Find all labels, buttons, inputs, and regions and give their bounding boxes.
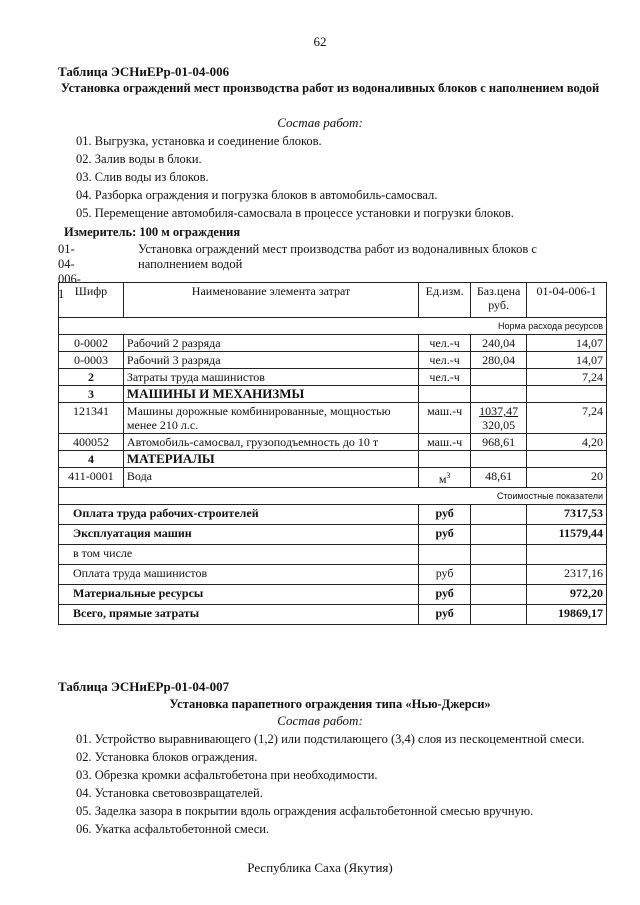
work-step: 05. Перемещение автомобиля-самосвала в процессе установки и погрузки блоков. xyxy=(76,206,514,220)
row-price: 240,04 xyxy=(471,335,527,352)
row-value: 14,07 xyxy=(527,352,607,369)
norm-code-text: Установка ограждений мест производства работ из водоналивных блоков с наполнением водой xyxy=(138,242,537,271)
header-price: Баз.цена руб. xyxy=(471,283,527,318)
summary-name: Эксплуатация машин xyxy=(59,525,419,545)
page-number: 62 xyxy=(313,34,327,49)
row-code: 400052 xyxy=(59,434,124,451)
norm-code: 01-04-006-1 xyxy=(58,242,81,301)
work-step: 04. Разборка ограждения и погрузка блоков в автомобиль-самосвал. xyxy=(76,188,438,202)
summary-name: Оплата труда машинистов xyxy=(59,565,419,585)
row-value: 14,07 xyxy=(527,335,607,352)
row-name: Рабочий 2 разряда xyxy=(123,335,418,352)
row-unit: маш.-ч xyxy=(419,434,471,451)
header-code: Шифр xyxy=(59,283,124,318)
header-name: Наименование элемента затрат xyxy=(123,283,418,318)
summary-unit: руб xyxy=(419,525,471,545)
table-heading: Установка ограждений мест производства работ из водоналивных блоков с наполнением водой xyxy=(60,81,600,95)
summary-value: 11579,44 xyxy=(527,525,607,545)
composition-label: Состав работ: xyxy=(277,115,363,130)
header-value: 01-04-006-1 xyxy=(527,283,607,318)
row-unit: маш.-ч xyxy=(419,403,471,434)
section-title: МАШИНЫ И МЕХАНИЗМЫ xyxy=(123,386,418,403)
row-price xyxy=(471,369,527,386)
table-row xyxy=(59,468,607,488)
section-row xyxy=(59,451,607,468)
summary-value: 2317,16 xyxy=(527,565,607,585)
summary-empty xyxy=(471,525,527,545)
cost-table xyxy=(58,282,607,625)
row-price-cell xyxy=(471,403,527,434)
summary-name: Оплата труда рабочих-строителей xyxy=(59,505,419,525)
row-value xyxy=(527,451,607,468)
cost-label: Стоимостные показатели xyxy=(59,488,607,505)
row-code: 121341 xyxy=(59,403,124,434)
measure-unit: Измеритель: 100 м ограждения xyxy=(64,225,241,239)
row-price: 968,61 xyxy=(471,434,527,451)
table-row xyxy=(59,369,607,386)
work-step: 02. Установка блоков ограждения. xyxy=(76,750,258,764)
section-title: МАТЕРИАЛЫ xyxy=(123,451,418,468)
row-price: 48,61 xyxy=(471,468,527,488)
work-step: 05. Заделка зазора в покрытии вдоль ограждения асфальтобетонной смесью вручную. xyxy=(76,804,534,818)
summary-empty xyxy=(471,585,527,605)
row-price: 280,04 xyxy=(471,352,527,369)
row-unit: чел.-ч xyxy=(419,335,471,352)
section-row xyxy=(59,386,607,403)
summary-row xyxy=(59,605,607,625)
summary-value: 7317,53 xyxy=(527,505,607,525)
row-price xyxy=(471,451,527,468)
row-price: 1037,47 xyxy=(479,404,519,418)
summary-unit xyxy=(419,545,471,565)
summary-empty xyxy=(471,545,527,565)
table-row xyxy=(59,403,607,434)
row-value: 7,24 xyxy=(527,403,607,434)
row-unit xyxy=(419,451,471,468)
summary-row xyxy=(59,585,607,605)
norm-label-row xyxy=(59,318,607,335)
row-name: Затраты труда машинистов xyxy=(123,369,418,386)
work-step: 03. Слив воды из блоков. xyxy=(76,170,209,184)
table-heading: Установка парапетного ограждения типа «Нью-Джерси» xyxy=(169,697,491,711)
row-price xyxy=(471,386,527,403)
row-code: 2 xyxy=(59,369,124,386)
work-step: 01. Выгрузка, установка и соединение блоков. xyxy=(76,134,322,148)
summary-row xyxy=(59,565,607,585)
summary-name: в том числе xyxy=(59,545,419,565)
row-unit-cell xyxy=(419,468,471,488)
header-row xyxy=(59,283,607,318)
summary-unit: руб xyxy=(419,585,471,605)
unit-superscript: 3 xyxy=(446,471,451,480)
table-row xyxy=(59,335,607,352)
work-step: 02. Залив воды в блоки. xyxy=(76,152,202,166)
table-title: Таблица ЭСНиЕРр-01-04-007 xyxy=(58,679,230,694)
row-name: Вода xyxy=(123,468,418,488)
summary-unit: руб xyxy=(419,605,471,625)
row-value: 4,20 xyxy=(527,434,607,451)
work-step: 04. Установка световозвращателей. xyxy=(76,786,263,800)
row-code: 0-0002 xyxy=(59,335,124,352)
summary-row xyxy=(59,505,607,525)
summary-empty xyxy=(471,505,527,525)
summary-name: Всего, прямые затраты xyxy=(59,605,419,625)
row-unit xyxy=(419,386,471,403)
summary-empty xyxy=(471,565,527,585)
work-step: 01. Устройство выравнивающего (1,2) или подстилающего (3,4) слоя из пескоцементной смеси. xyxy=(76,732,585,746)
table-title: Таблица ЭСНиЕРр-01-04-006 xyxy=(58,64,230,79)
summary-value: 19869,17 xyxy=(527,605,607,625)
summary-value xyxy=(527,545,607,565)
norm-label: Норма расхода ресурсов xyxy=(59,318,607,335)
page-footer: Республика Саха (Якутия) xyxy=(247,860,393,875)
table-row xyxy=(59,352,607,369)
row-name: Автомобиль-самосвал, грузоподъемность до 10 т xyxy=(123,434,418,451)
row-code: 3 xyxy=(59,386,124,403)
table-row xyxy=(59,434,607,451)
row-value: 20 xyxy=(527,468,607,488)
summary-unit: руб xyxy=(419,565,471,585)
row-value: 7,24 xyxy=(527,369,607,386)
work-step: 03. Обрезка кромки асфальтобетона при необходимости. xyxy=(76,768,378,782)
row-code: 411-0001 xyxy=(59,468,124,488)
summary-name: Материальные ресурсы xyxy=(59,585,419,605)
summary-empty xyxy=(471,605,527,625)
row-name: Машины дорожные комбинированные, мощностью менее 210 л.с. xyxy=(123,403,418,434)
row-unit: чел.-ч xyxy=(419,369,471,386)
summary-row xyxy=(59,545,607,565)
row-unit: чел.-ч xyxy=(419,352,471,369)
row-unit: м xyxy=(438,472,447,486)
work-step: 06. Укатка асфальтобетонной смеси. xyxy=(76,822,270,836)
summary-row xyxy=(59,525,607,545)
row-code: 0-0003 xyxy=(59,352,124,369)
cost-label-row xyxy=(59,488,607,505)
summary-unit: руб xyxy=(419,505,471,525)
row-value xyxy=(527,386,607,403)
row-price-secondary: 320,05 xyxy=(482,418,516,432)
row-code: 4 xyxy=(59,451,124,468)
composition-label: Состав работ: xyxy=(277,713,363,728)
summary-value: 972,20 xyxy=(527,585,607,605)
row-name: Рабочий 3 разряда xyxy=(123,352,418,369)
header-unit: Ед.изм. xyxy=(419,283,471,318)
